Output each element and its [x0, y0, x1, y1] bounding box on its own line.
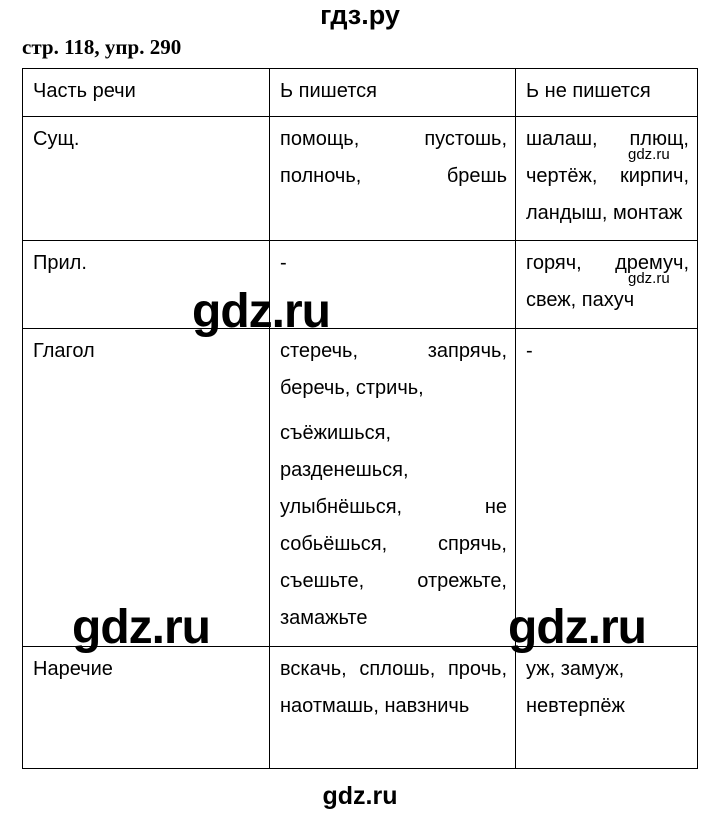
row-verb-without-soft: - [516, 329, 698, 647]
row-adjective-with-soft: - [270, 241, 516, 329]
table-row [23, 117, 698, 241]
row-adverb-with-soft: вскачь, сплошь, прочь, наотмашь, навзничь [270, 647, 516, 769]
site-footer: gdz.ru [322, 782, 398, 810]
header-part-of-speech: Часть речи [23, 69, 270, 117]
verb-with-soft-group-b: съёжишься, разденешься, улыбнёшься, не собьёшься, спрячь, съешьте, отрежьте, замажьте [280, 422, 507, 629]
row-part-adjective: Прил. [23, 241, 270, 329]
row-part-adverb: Наречие [23, 647, 270, 769]
watermark-small: gdz.ru [628, 146, 670, 163]
watermark-large: gdz.ru [72, 601, 210, 654]
row-noun-without-soft: шалаш, плющ, чертёж, кирпич, ландыш, монтаж [516, 117, 698, 241]
table-row [23, 241, 698, 329]
watermark-small: gdz.ru [628, 270, 670, 287]
row-adjective-without-soft: горяч, дремуч, свеж, пахуч [516, 241, 698, 329]
header-with-soft-sign: Ь пишется [270, 69, 516, 117]
table-header-row [23, 69, 698, 117]
verb-with-soft-group-a: стеречь, запрячь, беречь, стричь, [280, 340, 507, 399]
answer-table [22, 68, 698, 769]
table-row [23, 329, 698, 647]
row-part-verb: Глагол [23, 329, 270, 647]
watermark-large: gdz.ru [508, 601, 646, 654]
watermark-large: gdz.ru [192, 285, 330, 338]
row-verb-with-soft [270, 329, 516, 647]
header-without-soft-sign: Ь не пишется [516, 69, 698, 117]
site-header: гдз.ру [320, 0, 400, 30]
row-adverb-without-soft: уж, замуж, невтерпёж [516, 647, 698, 769]
row-noun-with-soft: помощь, пустошь, полночь, брешь [270, 117, 516, 241]
row-part-noun: Сущ. [23, 117, 270, 241]
exercise-title: стр. 118, упр. 290 [22, 35, 182, 59]
table-row [23, 647, 698, 769]
